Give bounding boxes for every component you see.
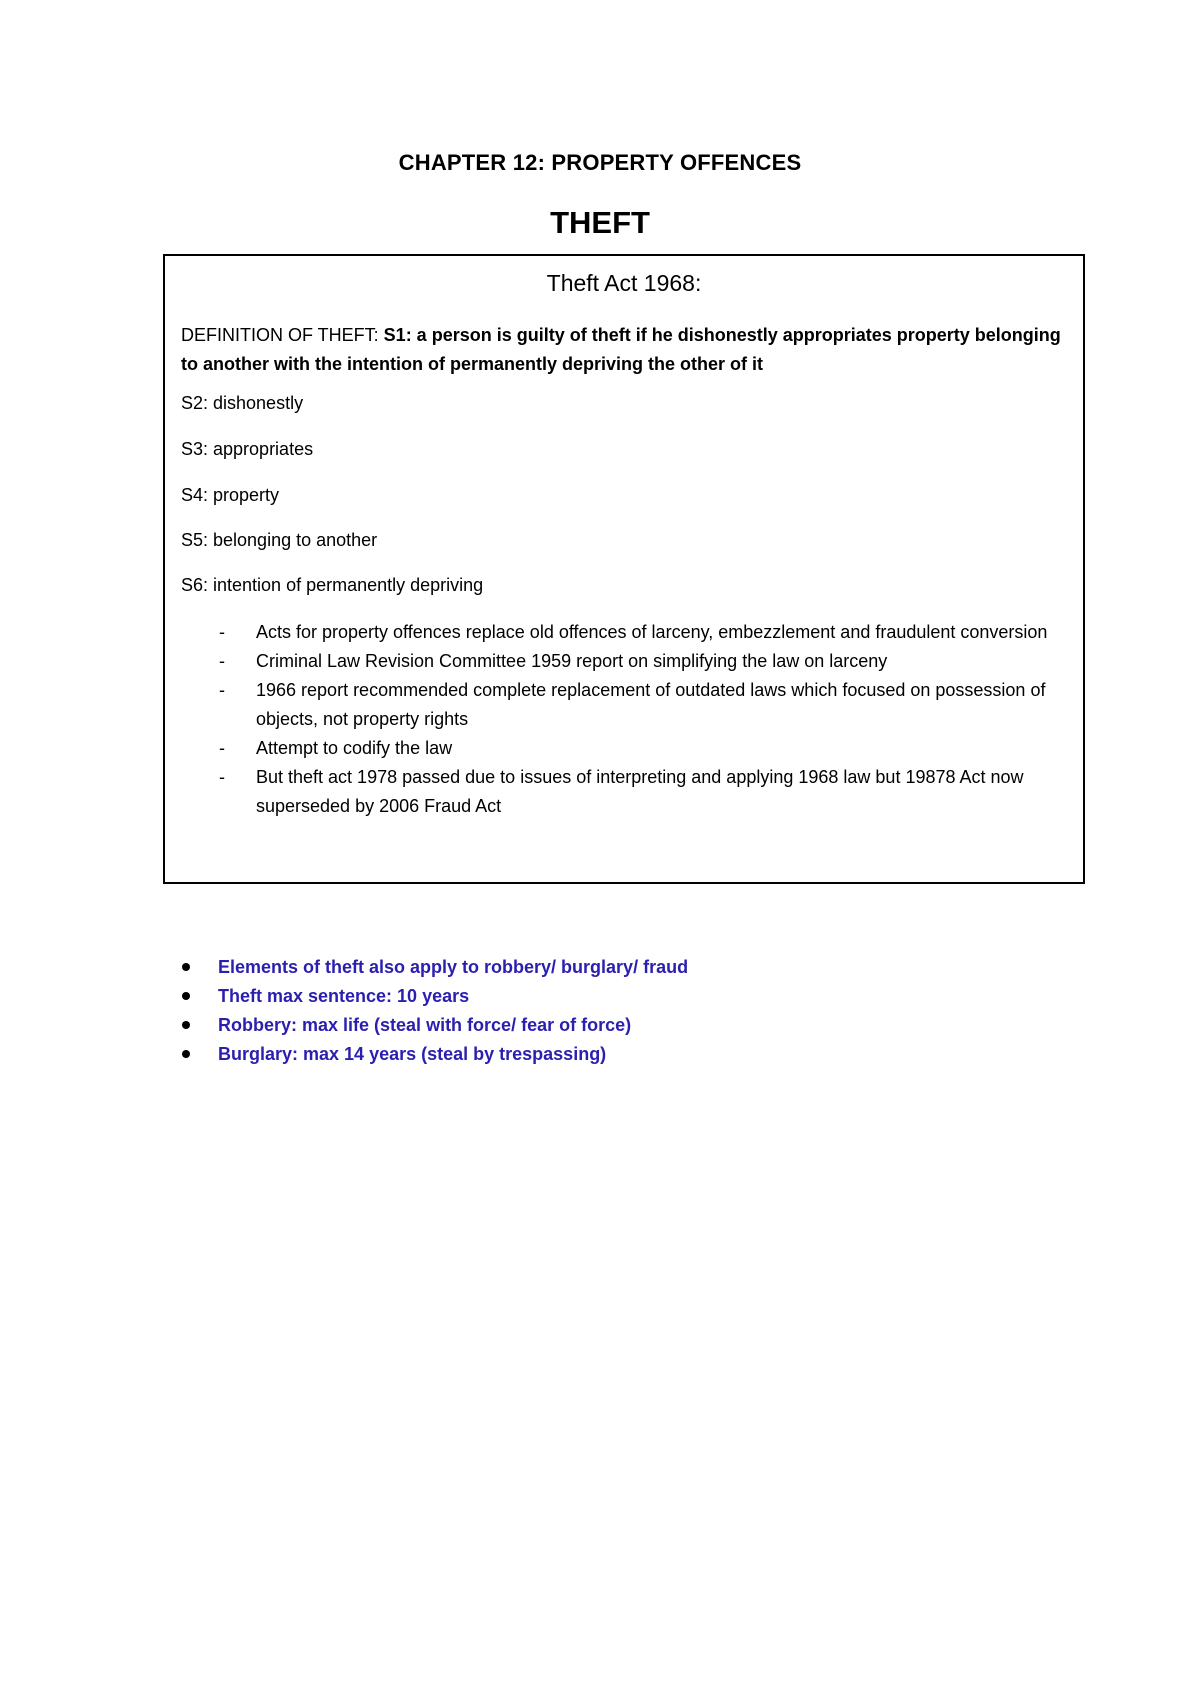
list-item [181,676,1071,734]
act-heading: Theft Act 1968: [546,270,702,296]
section-title: THEFT [550,205,650,240]
definition-label: DEFINITION OF THEFT: [181,325,384,345]
notes-list [181,618,1071,821]
list-item [181,647,1071,676]
list-item [181,618,1071,647]
bullet-dot-icon [182,963,190,971]
section-s2: S2: dishonestly [181,393,304,413]
dash-marker: - [219,622,225,642]
dash-marker: - [219,651,225,671]
note-text: Criminal Law Revision Committee 1959 report on simplifying the law on larceny [256,651,888,671]
summary-bullets [180,953,688,1069]
list-item [180,982,688,1011]
bullet-text: Robbery: max life (steal with force/ fear of force) [218,1015,632,1035]
bullet-text: Elements of theft also apply to robbery/ burglary/ fraud [218,957,689,977]
section-s5: S5: belonging to another [181,530,378,550]
list-item [181,734,1071,763]
note-text: Acts for property offences replace old offences of larceny, embezzlement and fraudulent conversion [256,622,1048,642]
list-item [180,953,688,982]
bullet-text: Theft max sentence: 10 years [218,986,470,1006]
bullet-text: Burglary: max 14 years (steal by trespassing) [218,1044,607,1064]
section-s4: S4: property [181,485,280,505]
section-s3: S3: appropriates [181,439,314,459]
list-item [180,1040,688,1069]
definition-text: S1: a person is guilty of theft if he dishonestly appropriates property belonging to another with the intention of permanently depriving the other of it [181,325,1061,374]
dash-marker: - [219,738,225,758]
section-s6: S6: intention of permanently depriving [181,575,484,595]
bullet-dot-icon [182,1021,190,1029]
list-item [180,1011,688,1040]
theft-act-box [163,254,1085,884]
definition-of-theft [181,321,1061,379]
bullet-dot-icon [182,1050,190,1058]
dash-marker: - [219,767,225,787]
note-text: 1966 report recommended complete replacement of outdated laws which focused on possession of objects, not property rights [256,680,1046,729]
list-item [181,763,1071,821]
note-text: But theft act 1978 passed due to issues of interpreting and applying 1968 law but 19878 Act now superseded by 2006 Fraud Act [256,767,1024,816]
bullet-dot-icon [182,992,190,1000]
note-text: Attempt to codify the law [256,738,453,758]
dash-marker: - [219,680,225,700]
chapter-title: CHAPTER 12: PROPERTY OFFENCES [398,150,802,175]
